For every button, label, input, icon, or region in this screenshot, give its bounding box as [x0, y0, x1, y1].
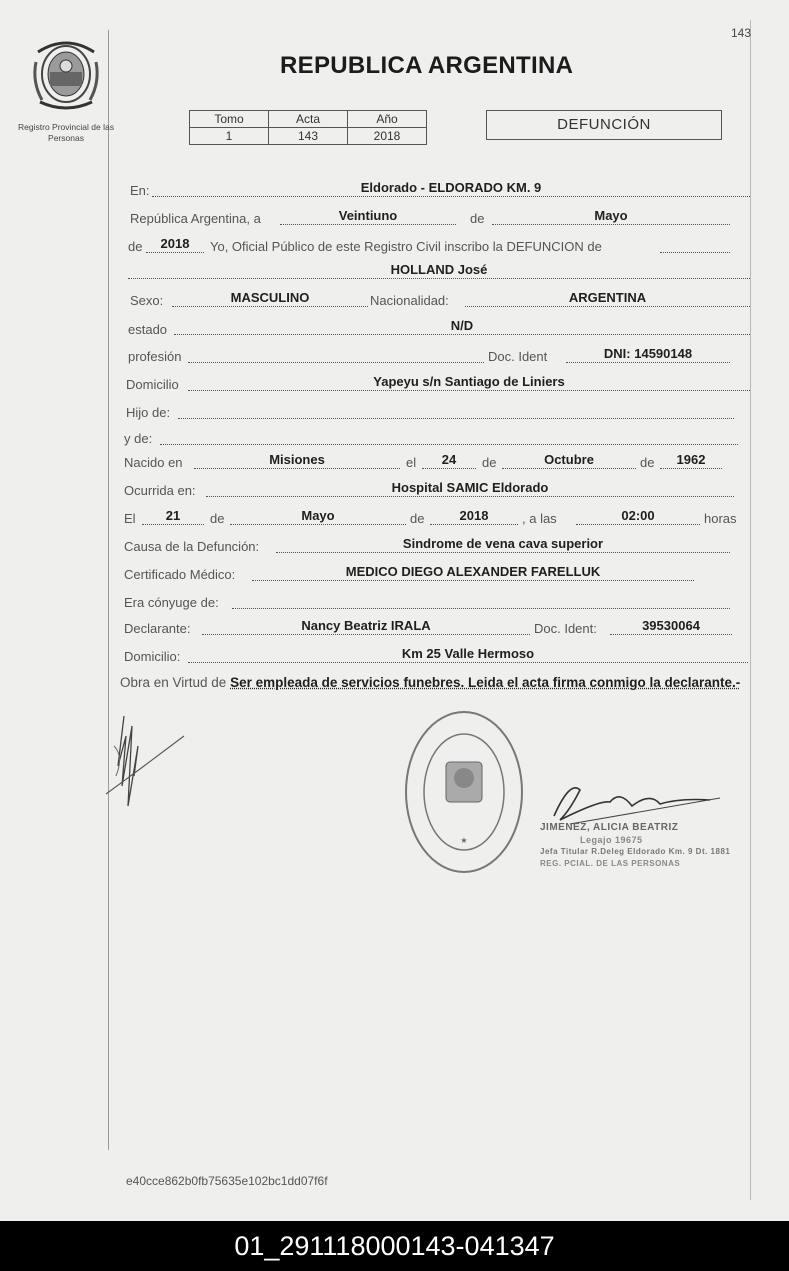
row-defuncion-fecha [120, 508, 750, 528]
estado-value: N/D [174, 318, 750, 335]
row-sexo [120, 290, 750, 310]
official-stamp [540, 822, 750, 870]
hijo-label: Hijo de: [126, 405, 171, 420]
row-nombre [120, 262, 750, 282]
svg-text:★: ★ [460, 836, 468, 845]
conyuge-value [232, 592, 730, 609]
header-acta: Acta [269, 111, 348, 128]
hijo-value [178, 402, 734, 419]
nacionalidad-value: ARGENTINA [465, 290, 750, 307]
oficial-text: Yo, Oficial Público de este Registro Civil inscribo la DEFUNCION de [210, 239, 602, 254]
el2-label: El [124, 511, 136, 526]
row-ocurrida [120, 480, 750, 500]
sexo-label: Sexo: [130, 293, 164, 308]
row-en [120, 180, 750, 200]
def-de2-label: de [410, 511, 425, 526]
row-certificado [120, 564, 750, 584]
row-declarante [120, 618, 750, 638]
decl-doc-value: 39530064 [610, 618, 732, 635]
obra-label: Obra en Virtud de [120, 675, 227, 690]
republica-label: República Argentina, a [130, 211, 261, 226]
header-anio: Año [348, 111, 427, 128]
row-oficial [120, 236, 750, 256]
value-acta: 143 [269, 128, 348, 145]
document-hash: e40cce862b0fb75635e102bc1dd07f6f [126, 1174, 328, 1188]
domicilio-value: Yapeyu s/n Santiago de Liniers [188, 374, 750, 391]
stamp-line-3: Jefa Titular R.Deleg Eldorado Km. 9 Dt. 1881 [540, 847, 731, 856]
dia-value: Veintiuno [280, 208, 456, 225]
value-tomo: 1 [190, 128, 269, 145]
stamp-line-1: JIMENEZ, ALICIA BEATRIZ [540, 822, 679, 833]
nacido-value: Misiones [194, 452, 400, 469]
document-type-box: DEFUNCIÓN [486, 110, 722, 140]
footer-code-bar: 01_291118000143-041347 [0, 1221, 789, 1271]
def-mes: Mayo [230, 508, 406, 525]
yde-value [160, 428, 738, 445]
nac-dia: 24 [422, 452, 476, 469]
header-tomo: Tomo [190, 111, 269, 128]
domicilio2-value: Km 25 Valle Hermoso [188, 646, 748, 663]
nombre-value: HOLLAND José [128, 262, 750, 279]
certificado-label: Certificado Médico: [124, 567, 236, 582]
profesion-label: profesión [128, 349, 182, 364]
nacido-label: Nacido en [124, 455, 183, 470]
ocurrida-value: Hospital SAMIC Eldorado [206, 480, 734, 497]
row-causa [120, 536, 750, 556]
row-profesion [120, 346, 750, 366]
row-domicilio [120, 374, 750, 394]
right-margin-line [750, 20, 751, 1200]
sexo-value: MASCULINO [172, 290, 368, 307]
declarante-label: Declarante: [124, 621, 191, 636]
official-signature [540, 770, 740, 830]
domicilio-label: Domicilio [126, 377, 179, 392]
def-anio: 2018 [430, 508, 518, 525]
doc-value: DNI: 14590148 [566, 346, 730, 363]
obra-value: Ser empleada de servicios funebres. Leida el acta firma conmigo la declarante.- [230, 675, 741, 690]
anio-value: 2018 [146, 236, 204, 253]
mes-value: Mayo [492, 208, 730, 225]
record-table [189, 110, 427, 145]
declarante-value: Nancy Beatriz IRALA [202, 618, 530, 635]
document-title: REPUBLICA ARGENTINA [280, 52, 574, 79]
en-label: En: [130, 183, 150, 198]
left-margin-line [108, 30, 109, 1150]
stamp-line-2: Legajo 19675 [580, 835, 643, 845]
decl-doc-label: Doc. Ident: [534, 621, 597, 636]
page-number: 143 [730, 26, 751, 40]
en-value: Eldorado - ELDORADO KM. 9 [152, 180, 750, 197]
def-hora: 02:00 [576, 508, 700, 525]
doc-label: Doc. Ident [488, 349, 548, 364]
obra-paragraph [120, 674, 750, 692]
row-fecha [120, 208, 750, 228]
conyuge-label: Era cónyuge de: [124, 595, 219, 610]
de2-label: de [128, 239, 143, 254]
certificado-value: MEDICO DIEGO ALEXANDER FARELLUK [252, 564, 694, 581]
el-label: el [406, 455, 417, 470]
def-de-label: de [210, 511, 225, 526]
causa-label: Causa de la Defunción: [124, 539, 260, 554]
profesion-value [188, 346, 484, 363]
yde-label: y de: [124, 431, 153, 446]
row-nacido [120, 452, 750, 472]
row-conyuge [120, 592, 750, 612]
row-estado [120, 318, 750, 338]
row-yde [120, 428, 750, 448]
nac-de-label: de [482, 455, 497, 470]
alas-label: , a las [522, 511, 557, 526]
registro-label: Registro Provincial de las Personas [18, 122, 114, 143]
nacionalidad-label: Nacionalidad: [370, 293, 449, 308]
nac-mes: Octubre [502, 452, 636, 469]
de-label: de [470, 211, 485, 226]
provincial-crest-logo [28, 32, 104, 112]
row-hijo [120, 402, 750, 422]
stamp-line-4: REG. PCIAL. DE LAS PERSONAS [540, 859, 681, 868]
estado-label: estado [128, 322, 168, 337]
horas-label: horas [704, 511, 737, 526]
declarante-signature [104, 706, 194, 816]
causa-value: Sindrome de vena cava superior [276, 536, 730, 553]
domicilio2-label: Domicilio: [124, 649, 181, 664]
nac-anio: 1962 [660, 452, 722, 469]
official-seal [398, 708, 528, 878]
ocurrida-label: Ocurrida en: [124, 483, 196, 498]
value-anio: 2018 [348, 128, 427, 145]
def-dia: 21 [142, 508, 204, 525]
row-domicilio-declarante [120, 646, 750, 666]
nac-de2-label: de [640, 455, 655, 470]
oficial-trailing-dots [660, 236, 730, 253]
